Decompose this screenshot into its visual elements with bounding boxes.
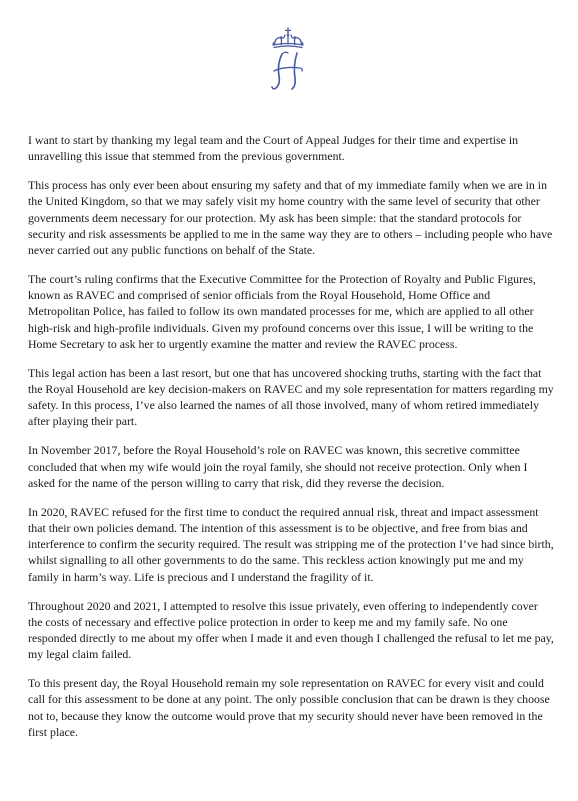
letter-body — [28, 132, 554, 753]
paragraph: In 2020, RAVEC refused for the first time to conduct the required annual risk, threat and impact assessment that their own policies demand. The intention of this assessment is to be objective, and free from bias and interference to confirm the security required. The result was stripping me of the protection I’ve had since birth, whilst signalling to all other governments to do the same. This reckless action knowingly put me and my family in harm’s way. Life is precious and I understand the fragility of it. — [28, 504, 554, 584]
paragraph: In November 2017, before the Royal Household’s role on RAVEC was known, this secretive committee concluded that when my wife would join the royal family, she should not receive protection. Only when I asked for the name of the person willing to carry that risk, did they reverse the decision. — [28, 443, 528, 490]
paragraph: The court’s ruling confirms that the Executive Committee for the Protection of Royalty and Public Figures, known as RAVEC and comprised of senior officials from the Royal Household, Home Office and Metropolitan Police, has failed to follow its own mandated processes for me, which are applied to all other high-risk and high-profile individuals. Given my profound concerns over this issue, I will be writing to the Home Secretary to ask her to urgently examine the matter and review the RAVEC process. — [28, 272, 536, 351]
paragraph: This legal action has been a last resort, but one that has uncovered shocking truths, starting with the fact that the Royal Household are key decision-makers on RAVEC and my sole representation for matters regarding my safety. In this process, I’ve also learned the names of all those involved, many of whom retired immediately after playing their part. — [28, 365, 554, 429]
paragraph: This process has only ever been about ensuring my safety and that of my immediate family when we are in in the United Kingdom, so that we may safely visit my home country with the same level of security that other governments deem necessary for our protection. My ask has been simple: that the standard protocols for security and risk assessments be applied to me in the same way they are to others – including people who have never carried out any public functions on behalf of the State. — [28, 178, 553, 258]
paragraph: I want to start by thanking my legal team and the Court of Appeal Judges for their time and expertise in unravelling this issue that stemmed from the previous government. — [28, 133, 519, 164]
coronet-h-monogram-icon — [264, 26, 312, 92]
paragraph: To this present day, the Royal Household remain my sole representation on RAVEC for every visit and could call for this assessment to be done at any point. The only possible conclusion that can be drawn is they choose not to, because they know the outcome would prove that my security should never have been removed in the first place. — [28, 676, 550, 739]
paragraph: Throughout 2020 and 2021, I attempted to resolve this issue privately, even offering to independently cover the costs of necessary and effective police protection in order to keep me and my family safe. No one responded directly to me about my offer when I made it and even though I challenged the refusal to let me pay, my legal claim failed. — [28, 598, 554, 662]
